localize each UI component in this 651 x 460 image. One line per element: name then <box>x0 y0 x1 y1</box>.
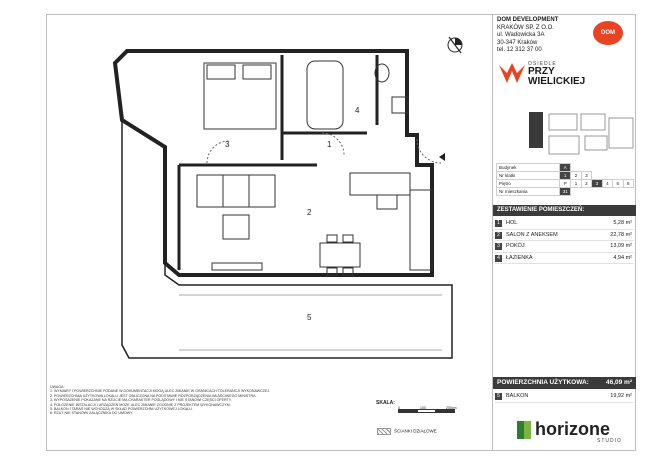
site-map <box>529 108 635 160</box>
info-cell: 2 <box>581 180 591 188</box>
usable-area-bar <box>493 377 636 389</box>
plan-label-1: 1 <box>327 140 332 149</box>
scale-tick: 100 <box>420 406 426 410</box>
legend-line: 6. RZUT NIE STANOWI ZAŁĄCZNIKA DO UMOWY. <box>50 411 134 416</box>
horizone-name: horizone <box>535 419 610 439</box>
room-name: ŁAZIENKA <box>506 254 533 261</box>
info-label: Nr mieszkania <box>497 188 560 196</box>
room-row <box>495 391 634 403</box>
info-cell: 1 <box>560 172 571 180</box>
bathtub <box>307 61 343 129</box>
hatch-swatch-icon <box>377 428 391 435</box>
dining-table <box>320 235 360 275</box>
usable-area-value: 46,09 m² <box>605 379 632 386</box>
plan-label-5: 5 <box>307 313 312 322</box>
legend-line: 2. POWIERZCHNIA UŻYTKOWA LOKALU JEST OBLICZONA NA PODSTAWIE ROZPORZĄDZENIA WŁAŚCIWEGO MINISTRA. <box>50 393 257 398</box>
room-list <box>495 218 634 264</box>
walls-legend <box>377 428 437 435</box>
info-cell: 4 <box>602 180 612 188</box>
legend-line: 3. WYPOSAŻENIE POKAZANE NA RZUCIE MA CHARAKTER POGLĄDOWY I NIE STANOWI CZĘŚCI OFERTY. <box>50 398 232 403</box>
developer-line: tel. 12 312 37 00 <box>497 47 542 53</box>
room-area: 13,09 m² <box>610 243 632 249</box>
info-row <box>497 164 634 172</box>
estate-line-2: PRZY <box>528 66 555 77</box>
entry-arrow-icon <box>439 153 445 161</box>
room-number: 5 <box>495 393 502 400</box>
info-label: Budynek <box>497 164 560 172</box>
scale-tick: 200cm <box>446 406 457 410</box>
room-number: 2 <box>495 232 502 239</box>
tv-cabinet <box>212 263 262 270</box>
room-area: 22,78 m² <box>610 231 632 238</box>
room-row <box>495 230 634 242</box>
info-cell: 3 <box>592 180 602 188</box>
scale-bar <box>398 400 456 404</box>
legend-notes <box>50 385 340 416</box>
room-row <box>495 241 634 253</box>
horizone-mark-icon <box>517 421 531 439</box>
room-name: SALON Z ANEKSEM <box>506 231 558 238</box>
room-name: BALKON <box>506 393 529 399</box>
info-cell: 1 <box>571 180 581 188</box>
door-swing-bath <box>322 133 344 155</box>
info-cell: 6 <box>623 180 634 188</box>
dom-logo: DOM <box>593 21 623 45</box>
outer-wall <box>115 51 432 275</box>
plan-label-2: 2 <box>307 208 312 217</box>
room-row <box>495 218 634 230</box>
room-area: 19,92 m² <box>610 393 632 399</box>
scale-tick: 0 <box>398 406 400 410</box>
room-row <box>495 253 634 265</box>
legend-line: 5. BALKON I TARAS NIE WCHODZĄ W SKŁAD POWIERZCHNI UŻYTKOWEJ LOKALU. <box>50 407 193 412</box>
estate-line-3: WIELICKIEJ <box>528 76 586 87</box>
horizone-logo <box>517 419 629 447</box>
info-panel <box>492 15 636 450</box>
info-row <box>497 172 634 180</box>
developer-line: 30-347 Kraków <box>497 39 538 46</box>
info-row <box>497 180 634 188</box>
info-cell: 3 <box>581 172 591 180</box>
developer-line: ul. Wadowicka 3A <box>497 32 545 38</box>
usable-area-label: POWIERZCHNIA UŻYTKOWA: <box>497 379 589 386</box>
legend-line: 4. POŁOŻENIE INSTALACJI I URZĄDZEŃ MOŻE ULEC ZMIANIE ZGODNIE Z PROJEKTEM WYKONAWCZYM. <box>50 402 231 407</box>
room-number: 4 <box>495 255 502 262</box>
room-number: 3 <box>495 243 502 250</box>
room-area: 5,28 m² <box>613 220 632 226</box>
kitchen-counter <box>350 173 432 270</box>
info-cell: 5 <box>613 180 623 188</box>
legend-line: 1. WYMIARY I POWIERZCHNIE PODANE W DOKUMENTACJI MOGĄ ULEC ZMIANIE W GRANICACH TOLERANCJI WYKONAWCZEJ. <box>50 389 271 394</box>
info-cell: 2 <box>571 172 581 180</box>
plan-label-4: 4 <box>355 106 360 115</box>
bed <box>204 63 276 129</box>
estate-line-1: OSIEDLE <box>528 61 557 67</box>
sofa <box>197 175 275 207</box>
walls-legend-label: ŚCIANKI DZIAŁOWE <box>394 428 437 434</box>
estate-name <box>528 67 585 87</box>
horizone-sub: STUDIO <box>597 438 622 444</box>
developer-line: KRAKÓW SP. Z O.O. <box>497 24 554 31</box>
summary-title: ZESTAWIENIE POMIESZCZEŃ: <box>493 205 636 216</box>
developer-line: DOM DEVELOPMENT <box>497 17 559 23</box>
balcony-row <box>495 391 634 403</box>
info-label: Piętro <box>497 180 560 188</box>
plan-label-3: 3 <box>225 140 230 149</box>
balcony-outline <box>122 120 452 358</box>
room-area: 4,94 m² <box>613 254 632 261</box>
room-name: HOL <box>506 220 518 226</box>
info-row <box>497 188 634 196</box>
legend-line: UWAGA: <box>50 385 65 389</box>
info-cell: P <box>560 180 571 188</box>
room-name: POKÓJ <box>506 243 525 249</box>
north-arrow-icon <box>448 37 462 53</box>
coffee-table <box>223 215 249 239</box>
apartment-info-table <box>496 163 634 196</box>
floor-plan-drawing <box>47 15 490 385</box>
info-cell: A <box>560 164 571 172</box>
room-number: 1 <box>495 220 502 227</box>
scale-label: SKALA: <box>376 400 395 406</box>
door-swing-entry <box>417 139 441 163</box>
estate-logo-icon <box>497 61 527 87</box>
info-label: Nr klatki <box>497 172 560 180</box>
info-cell: 31 <box>560 188 571 196</box>
